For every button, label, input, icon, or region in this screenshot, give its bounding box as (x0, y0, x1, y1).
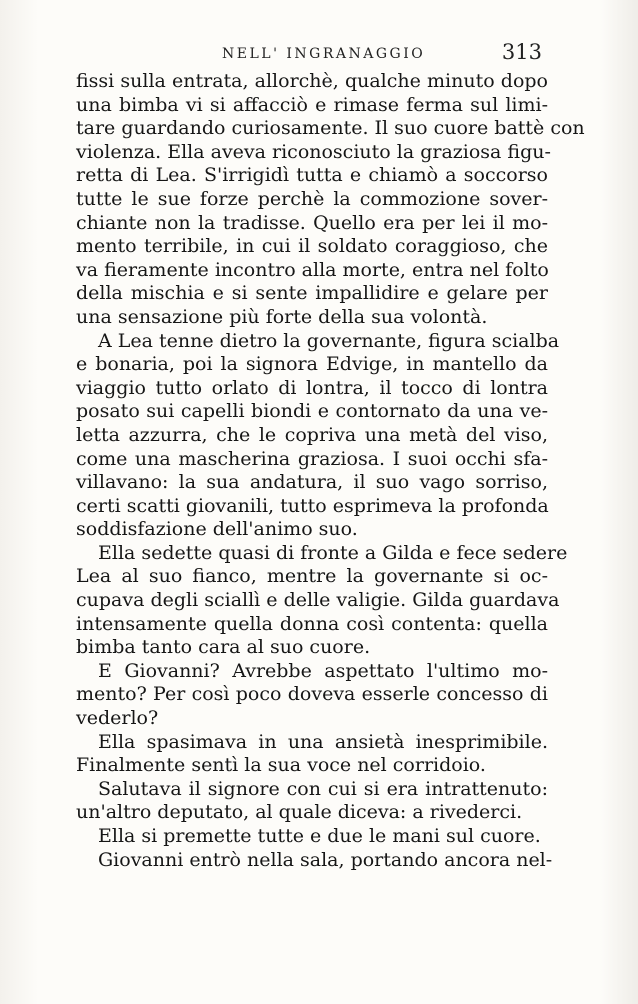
text-line: un'altro deputato, al quale diceva: a rivederci. (76, 801, 523, 824)
text-line: posato sui capelli biondi e contornato da una ve- (76, 400, 548, 423)
text-line: Lea al suo fianco, mentre la governante si oc- (76, 565, 548, 588)
text-line: soddisfazione dell'animo suo. (76, 518, 358, 541)
text-line: vederlo? (76, 707, 159, 730)
paragraph (76, 660, 548, 731)
text-line: mento? Per così poco doveva esserle concesso di (76, 683, 548, 706)
text-line: bimba tanto cara al suo cuore. (76, 636, 371, 659)
text-line: mento terribile, in cui il soldato coraggioso, che (76, 235, 548, 258)
text-line: Finalmente sentì la sua voce nel corridoio. (76, 754, 486, 777)
text-line: va fieramente incontro alla morte, entra nel folto (76, 258, 549, 281)
body-text (76, 70, 585, 872)
text-line: E Giovanni? Avrebbe aspettato l'ultimo mo- (98, 659, 548, 682)
paragraph (76, 778, 548, 825)
paragraph (76, 848, 553, 873)
text-line: retta di Lea. S'irrigidì tutta e chiamò a soccorso (76, 164, 548, 187)
text-line: una sensazione più forte della sua volontà. (76, 305, 488, 328)
text-line: della mischia e si sente impallidire e gelare per (76, 282, 548, 305)
text-line: Ella si premette tutte e due le mani sul cuore. (98, 825, 541, 847)
page-number: 313 (501, 40, 542, 64)
text-line: tutte le sue forze perchè la commozione sover- (76, 187, 548, 210)
running-head: NELL' INGRANAGGIO (222, 46, 426, 62)
text-line: chiante non la tradisse. Quello era per lei il mo- (76, 211, 548, 234)
text-line: Salutava il signore con cui si era intrattenuto: (98, 777, 548, 800)
text-line: Ella sedette quasi di fronte a Gilda e fece sedere (98, 541, 568, 564)
text-line: tare guardando curiosamente. Il suo cuore battè con (76, 117, 585, 140)
text-line: Ella spasimava in una ansietà inesprimibile. (98, 730, 548, 753)
text-line: letta azzurra, che le copriva una metà del viso, (76, 423, 548, 446)
text-line: Giovanni entrò nella sala, portando ancora nel- (98, 848, 553, 871)
text-line: intensamente quella donna così contenta: quella (76, 612, 548, 635)
paragraph (76, 541, 568, 660)
text-line: certi scatti giovanili, tutto esprimeva la profonda (76, 494, 549, 517)
paragraph (76, 731, 548, 778)
text-line: villavano: la sua andatura, il suo vago sorriso, (76, 471, 548, 494)
text-line: e bonaria, poi la signora Edvige, in mantello da (76, 353, 548, 376)
text-line: fissi sulla entrata, allorchè, qualche minuto dopo (76, 70, 548, 92)
paragraph (76, 70, 585, 330)
text-line: cupava degli sciallì e delle valigie. Gilda guardava (76, 589, 560, 612)
text-line: come una mascherina graziosa. I suoi occhi sfa- (76, 447, 548, 470)
text-line: viaggio tutto orlato di lontra, il tocco di lontra (76, 376, 548, 399)
paragraph (76, 329, 560, 542)
text-line: A Lea tenne dietro la governante, figura scialba (98, 329, 560, 352)
page-header (76, 38, 548, 68)
text-line: una bimba vi si affacciò e rimase ferma sul limi- (76, 93, 548, 116)
paragraph (76, 825, 548, 849)
text-line: violenza. Ella aveva riconosciuto la graziosa figu- (76, 140, 551, 163)
